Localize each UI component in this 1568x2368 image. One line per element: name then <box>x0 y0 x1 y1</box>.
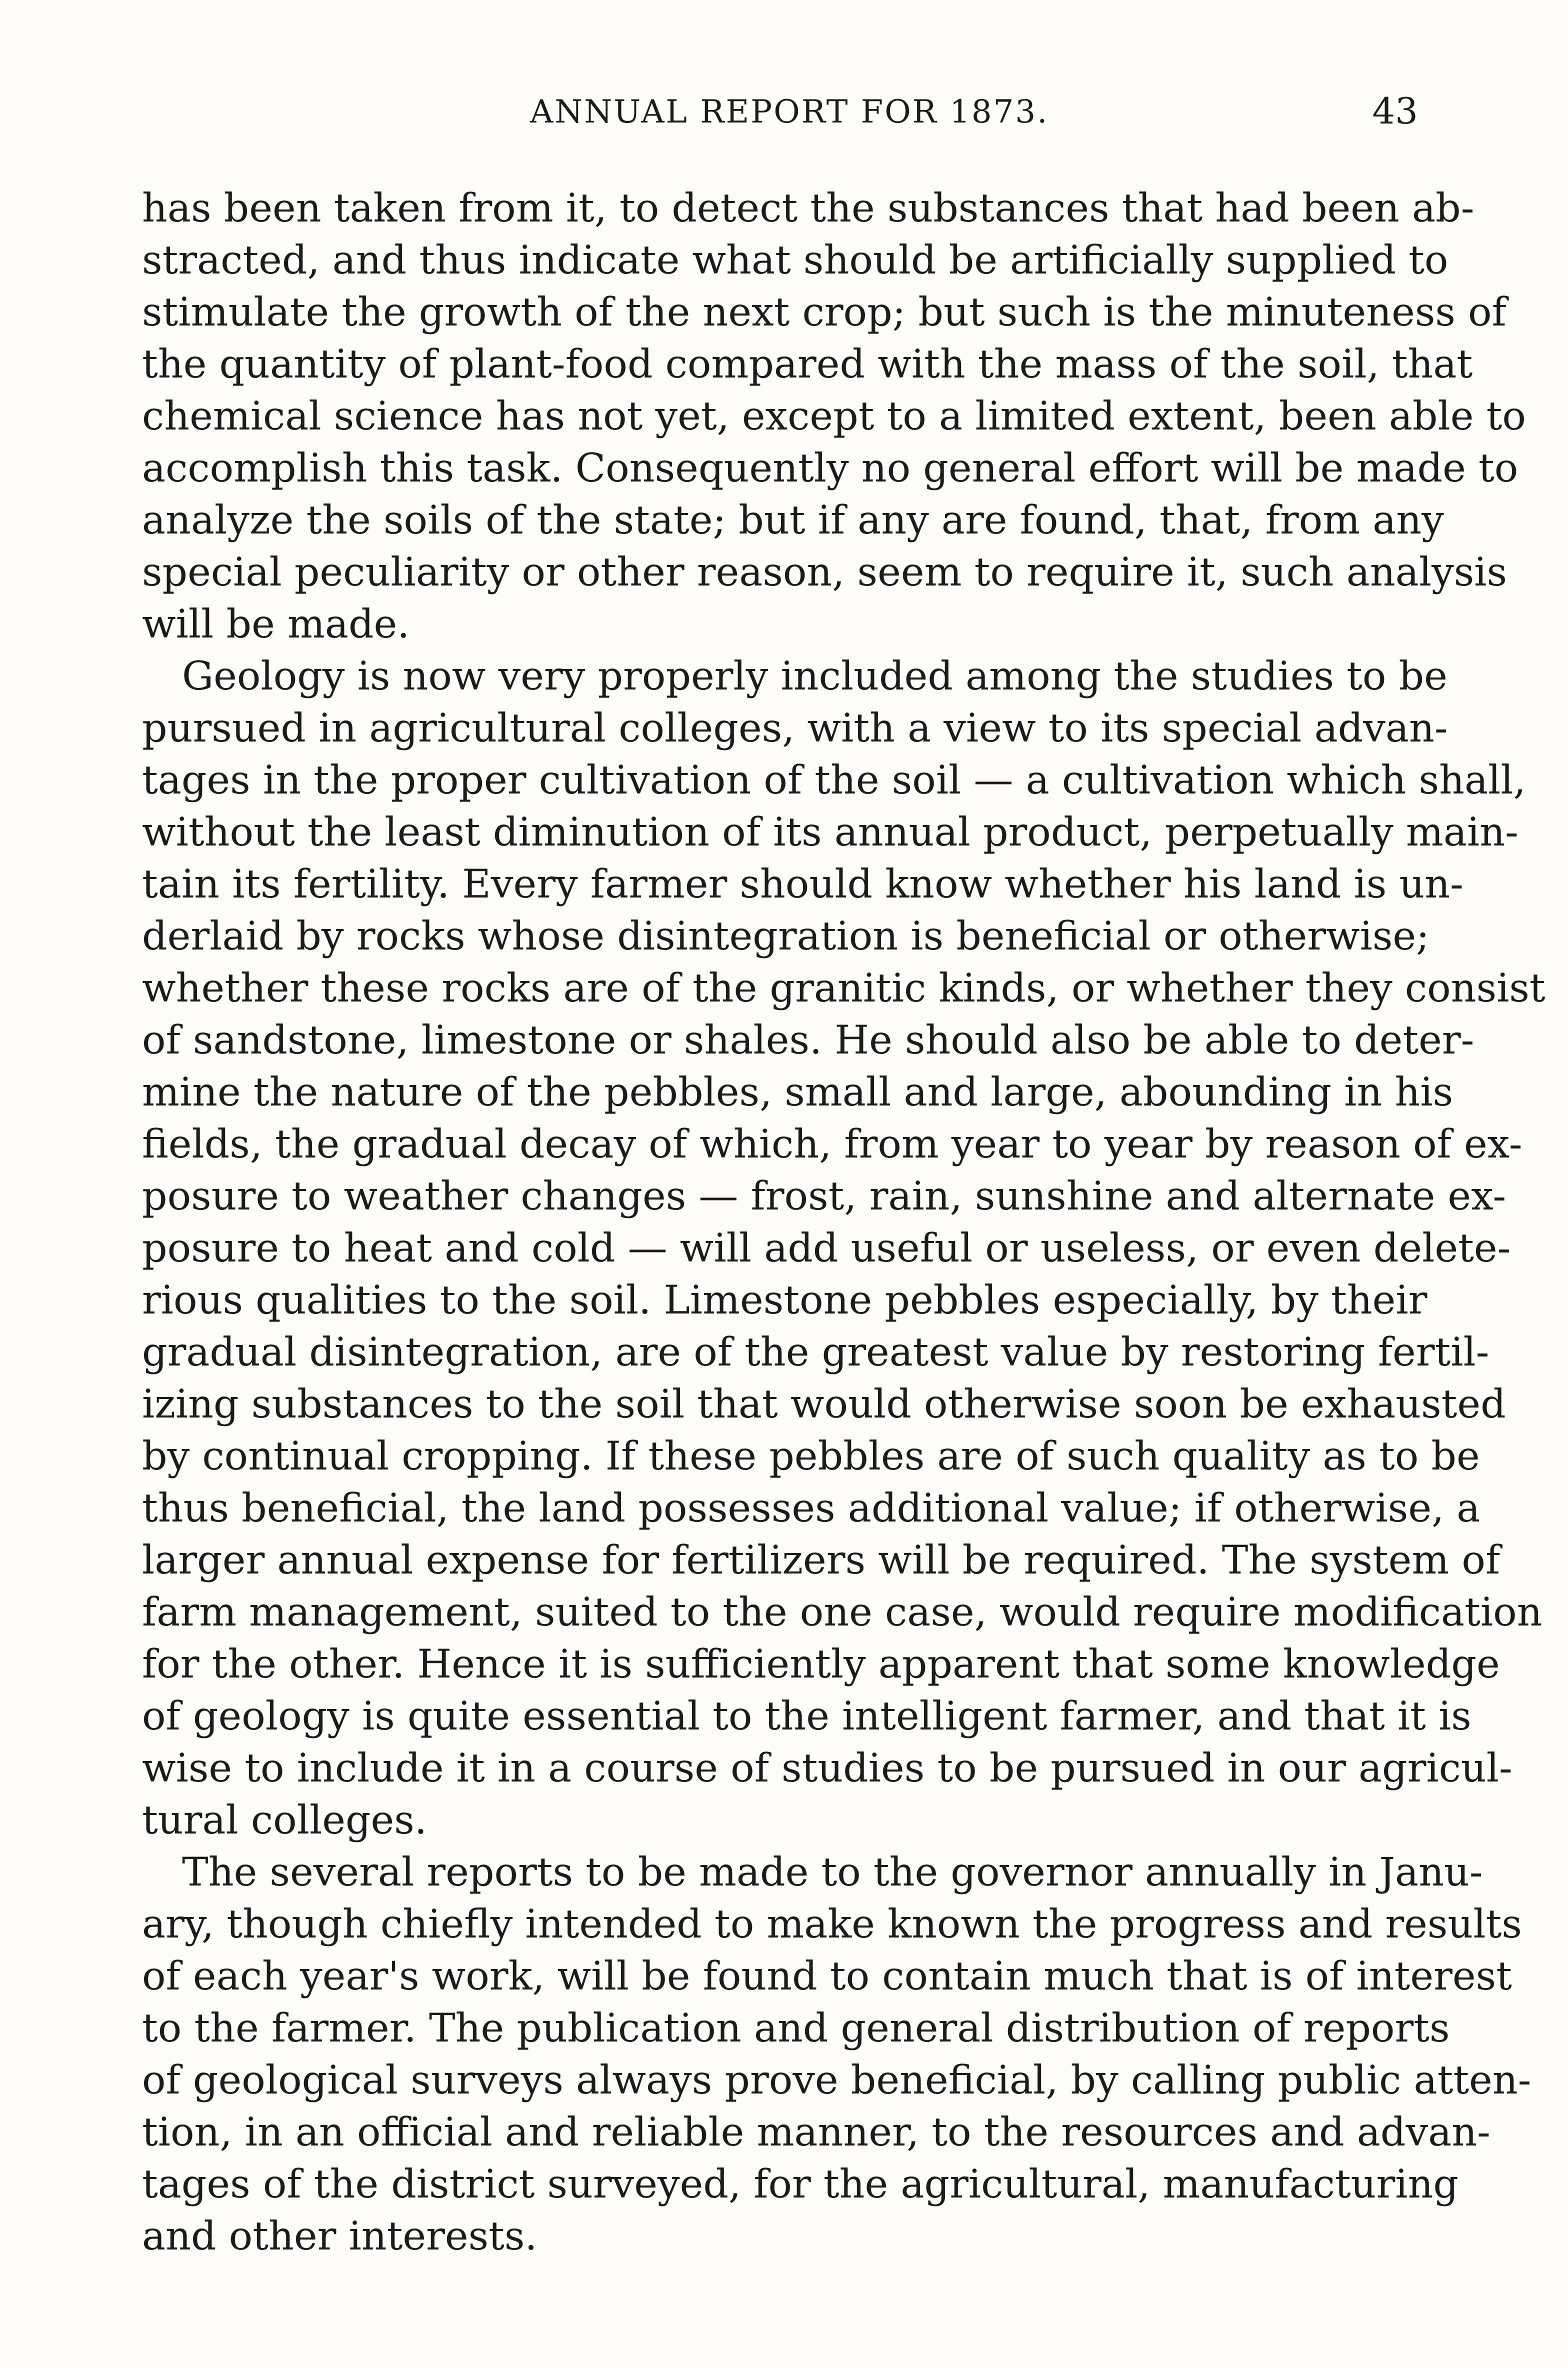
text-line: izing substances to the soil that would otherwise soon be exhausted <box>142 1381 1506 1427</box>
text-line: The several reports to be made to the governor annually in Janu- <box>182 1849 1483 1895</box>
text-line: the quantity of plant-food compared with the mass of the soil, that <box>142 341 1473 387</box>
text-line: of geology is quite essential to the intelligent farmer, and that it is <box>142 1693 1472 1739</box>
text-line: without the least diminution of its annual product, perpetually main- <box>142 809 1518 855</box>
text-line: tion, in an official and reliable manner, to the resources and advan- <box>142 2109 1490 2155</box>
text-line: of geological surveys always prove beneficial, by calling public atten- <box>142 2057 1532 2103</box>
text-line: whether these rocks are of the granitic kinds, or whether they consist <box>142 965 1546 1011</box>
text-line: tural colleges. <box>142 1797 427 1843</box>
text-line: posure to heat and cold — will add useful or useless, or even delete- <box>142 1225 1511 1271</box>
text-line: special peculiarity or other reason, seem to require it, such analysis <box>142 549 1508 595</box>
paragraph-2 <box>142 650 1546 1846</box>
text-line: wise to include it in a course of studies to be pursued in our agricul- <box>142 1745 1512 1791</box>
text-line: larger annual expense for fertilizers will be required. The system of <box>142 1537 1500 1583</box>
text-line: derlaid by rocks whose disintegration is beneficial or otherwise; <box>142 913 1430 959</box>
text-line: analyze the soils of the state; but if any are found, that, from any <box>142 497 1444 543</box>
text-line: tain its fertility. Every farmer should know whether his land is un- <box>142 861 1464 907</box>
text-line: and other interests. <box>142 2213 538 2259</box>
running-head: ANNUAL REPORT FOR 1873. <box>530 94 1049 130</box>
text-line: of sandstone, limestone or shales. He should also be able to deter- <box>142 1017 1474 1063</box>
paragraph-3 <box>142 1846 1532 2262</box>
text-line: accomplish this task. Consequently no general effort will be made to <box>142 445 1518 491</box>
paragraph-1 <box>142 182 1526 650</box>
body-text <box>142 182 1546 2262</box>
text-line: gradual disintegration, are of the greatest value by restoring fertil- <box>142 1329 1490 1375</box>
text-line: to the farmer. The publication and general distribution of reports <box>142 2005 1450 2051</box>
text-line: tages of the district surveyed, for the agricultural, manufacturing <box>142 2161 1458 2207</box>
text-line: pursued in agricultural colleges, with a view to its special advan- <box>142 705 1448 751</box>
text-line: fields, the gradual decay of which, from year to year by reason of ex- <box>142 1121 1522 1167</box>
text-line: posure to weather changes — frost, rain, sunshine and alternate ex- <box>142 1173 1506 1219</box>
text-line: of each year's work, will be found to contain much that is of interest <box>142 1953 1512 1999</box>
text-line: tages in the proper cultivation of the soil — a cultivation which shall, <box>142 757 1526 803</box>
text-line: chemical science has not yet, except to a limited extent, been able to <box>142 393 1526 439</box>
text-line: rious qualities to the soil. Limestone pebbles especially, by their <box>142 1277 1428 1323</box>
text-line: ary, though chiefly intended to make known the progress and results <box>142 1901 1522 1947</box>
text-line: farm management, suited to the one case, would require modification <box>142 1589 1542 1635</box>
page-number: 43 <box>1372 90 1418 132</box>
text-line: Geology is now very properly included among the studies to be <box>182 653 1448 699</box>
text-line: stimulate the growth of the next crop; but such is the minuteness of <box>142 289 1506 335</box>
text-line: stracted, and thus indicate what should be artificially supplied to <box>142 237 1448 283</box>
text-line: mine the nature of the pebbles, small and large, abounding in his <box>142 1069 1454 1115</box>
text-line: by continual cropping. If these pebbles are of such quality as to be <box>142 1433 1480 1479</box>
text-line: will be made. <box>142 601 410 647</box>
text-line: has been taken from it, to detect the substances that had been ab- <box>142 185 1474 231</box>
text-line: for the other. Hence it is sufficiently apparent that some knowledge <box>142 1641 1500 1687</box>
text-line: thus beneficial, the land possesses additional value; if otherwise, a <box>142 1485 1480 1531</box>
